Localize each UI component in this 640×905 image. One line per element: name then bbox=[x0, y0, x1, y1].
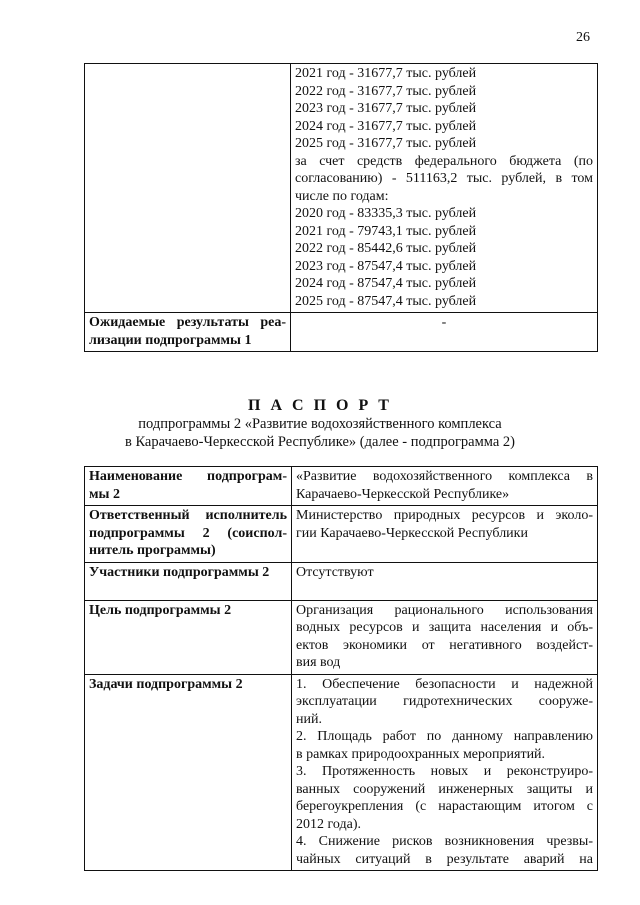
label-line: Участники подпрограммы 2 bbox=[89, 564, 270, 580]
expected-results-label bbox=[85, 313, 291, 352]
value-line: берегоукрепления (с нарастающим итогом с bbox=[296, 799, 593, 814]
responsible-executor-label bbox=[85, 506, 292, 563]
participants-value bbox=[292, 562, 598, 600]
label-line: нитель программы) bbox=[89, 543, 216, 558]
label-line: Наименование подпрограм- bbox=[89, 469, 287, 484]
goal-value bbox=[292, 600, 598, 674]
passport-table bbox=[84, 466, 598, 871]
empty-label-cell bbox=[85, 64, 291, 313]
value-line: эксплуатации гидротехнических сооруже- bbox=[296, 694, 593, 709]
label-line: Ожидаемые результаты реа- bbox=[89, 315, 286, 330]
value-line: 2012 года). bbox=[296, 816, 361, 832]
label-line: Задачи подпрограммы 2 bbox=[89, 676, 243, 692]
table-row bbox=[85, 562, 598, 600]
value-line: Организация рационального использования bbox=[296, 602, 593, 618]
responsible-executor-value bbox=[292, 506, 598, 563]
table-row bbox=[85, 600, 598, 674]
tasks-value bbox=[292, 674, 598, 871]
label-line: мы 2 bbox=[89, 486, 120, 502]
federal-intro-line: числе по годам: bbox=[295, 188, 389, 204]
federal-intro-line: согласованию) - 511163,2 тыс. рублей, в том bbox=[295, 171, 593, 186]
table-row bbox=[85, 313, 598, 352]
page-number: 26 bbox=[576, 30, 590, 45]
goal-label bbox=[85, 600, 292, 674]
value-line: Карачаево-Черкесской Республике» bbox=[296, 486, 510, 502]
value-line: 2. Площадь работ по данному направлению bbox=[296, 729, 593, 744]
funding-line: 2023 год - 87547,4 тыс. рублей bbox=[295, 258, 477, 274]
passport-subtitle-line1: подпрограммы 2 «Развитие водохозяйственного комплекса bbox=[138, 416, 502, 432]
value-line: Отсутствуют bbox=[296, 564, 374, 580]
value-line: «Развитие водохозяйственного комплекса в bbox=[296, 469, 593, 484]
value-line: вия вод bbox=[296, 655, 341, 670]
subprogram-name-label bbox=[85, 467, 292, 506]
federal-intro-line: за счет средств федерального бюджета (по bbox=[295, 153, 593, 169]
funding-line: 2023 год - 31677,7 тыс. рублей bbox=[295, 101, 477, 116]
passport-title: П А С П О Р Т bbox=[248, 397, 392, 414]
table-row bbox=[85, 674, 598, 871]
tasks-label bbox=[85, 674, 292, 871]
value-line: ектов экономики от негативного воздейст- bbox=[296, 637, 593, 653]
expected-results-value: - bbox=[291, 313, 598, 352]
value-line: чайных ситуаций в результате аварий на bbox=[296, 851, 593, 867]
value-line: Министерство природных ресурсов и эколо- bbox=[296, 508, 593, 523]
value-line: ний. bbox=[296, 711, 322, 727]
value-line: водных ресурсов и защита населения и объ- bbox=[296, 620, 593, 635]
label-line: Ответственный исполнитель bbox=[89, 508, 287, 523]
funding-line: 2022 год - 31677,7 тыс. рублей bbox=[295, 83, 477, 99]
subprogram-name-value bbox=[292, 467, 598, 506]
funding-line: 2024 год - 87547,4 тыс. рублей bbox=[295, 276, 477, 291]
value-line: 3. Протяженность новых и реконструиро- bbox=[296, 764, 593, 779]
label-line: лизации подпрограммы 1 bbox=[89, 332, 252, 348]
label-line: Цель подпрограммы 2 bbox=[89, 602, 232, 618]
table-row bbox=[85, 467, 598, 506]
funding-line: 2024 год - 31677,7 тыс. рублей bbox=[295, 118, 477, 134]
value-line: 4. Снижение рисков возникновения чрезвы- bbox=[296, 834, 593, 849]
funding-line: 2025 год - 87547,4 тыс. рублей bbox=[295, 293, 477, 309]
value-line: ванных сооружений инженерных защиты и bbox=[296, 781, 593, 797]
value-line: в рамках природоохранных мероприятий. bbox=[296, 746, 546, 762]
table-row bbox=[85, 64, 598, 313]
label-line: подпрограммы 2 (соиспол- bbox=[89, 525, 287, 541]
funding-line: 2025 год - 31677,7 тыс. рублей bbox=[295, 136, 477, 151]
value-line: 1. Обеспечение безопасности и надежной bbox=[296, 676, 593, 692]
passport-subtitle-line2: в Карачаево-Черкесской Республике» (далее - подпрограмма 2) bbox=[124, 434, 516, 450]
funding-line: 2022 год - 85442,6 тыс. рублей bbox=[295, 241, 477, 256]
funding-line: 2020 год - 83335,3 тыс. рублей bbox=[295, 206, 477, 221]
funding-line: 2021 год - 79743,1 тыс. рублей bbox=[295, 223, 477, 239]
funding-line: 2021 год - 31677,7 тыс. рублей bbox=[295, 66, 477, 81]
value-line: гии Карачаево-Черкесской Республики bbox=[296, 525, 528, 541]
funding-continuation-table bbox=[84, 63, 598, 352]
table-row bbox=[85, 506, 598, 563]
participants-label bbox=[85, 562, 292, 600]
funding-cell bbox=[291, 64, 598, 313]
